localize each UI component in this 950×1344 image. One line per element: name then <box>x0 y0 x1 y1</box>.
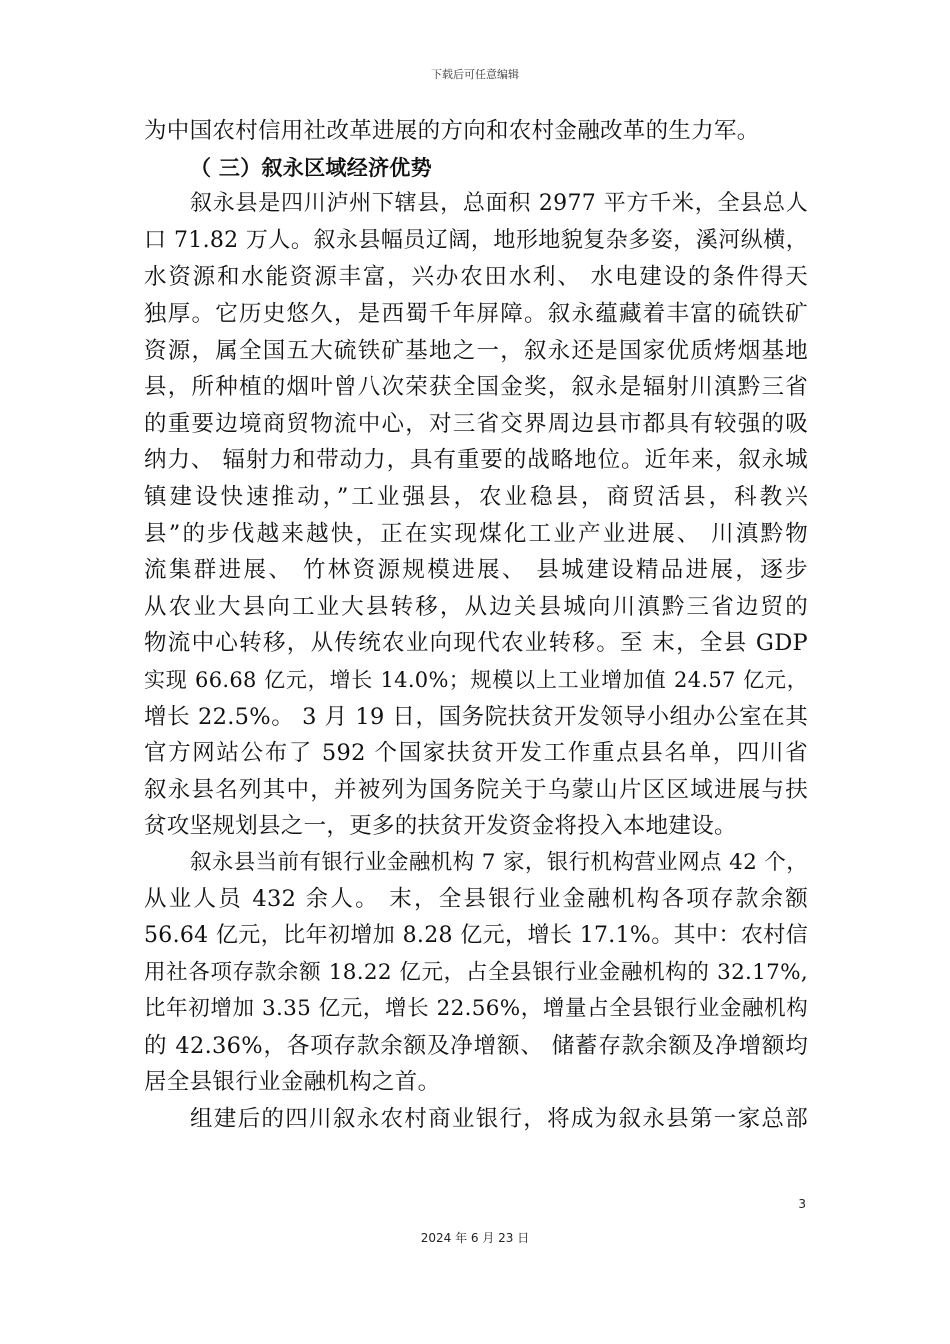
page-header: 下载后可任意编辑 <box>431 68 519 81</box>
page-footer-date: 2024 年 6 月 23 日 <box>420 1231 530 1245</box>
text-line: 组建后的四川叙永农村商业银行，将成为叙永县第一家总部 <box>190 1106 808 1133</box>
text-line: 物流中心转移，从传统农业向现代农业转移。至 末，全县 GDP <box>144 630 808 657</box>
text-line: 为中国农村信用社改革进展的方向和农村金融改革的生力军。 <box>144 118 760 144</box>
text-line: 叙永县当前有银行业金融机构 7 家，银行机构营业网点 42 个， <box>190 849 808 875</box>
text-line: 流集群进展、 竹林资源规模进展、 县城建设精品进展，逐步 <box>144 557 808 584</box>
text-line: 用社各项存款余额 18.22 亿元，占全县银行业金融机构的 32.17%, <box>144 959 808 985</box>
text-line: 从农业大县向工业大县转移，从边关县城向川滇黔三省边贸的 <box>144 593 808 620</box>
text-line: 的重要边境商贸物流中心，对三省交界周边县市都具有较强的吸 <box>144 410 808 437</box>
text-line: 独厚。它历史悠久，是西蜀千年屏障。叙永蕴藏着丰富的硫铁矿 <box>144 300 808 327</box>
text-line: 贫攻坚规划县之一，更多的扶贫开发资金将投入本地建设。 <box>144 813 737 840</box>
section-heading: （ 三）叙永区域经济优势 <box>190 155 432 180</box>
text-line: 资源，属全国五大硫铁矿基地之一，叙永还是国家优质烤烟基地 <box>144 337 808 364</box>
text-line: 56.64 亿元，比年初增加 8.28 亿元，增长 17.1%。其中：农村信 <box>144 923 808 949</box>
text-line: 从业人员 432 余人。 末，全县银行业金融机构各项存款余额 <box>144 886 808 913</box>
page-number: 3 <box>798 1197 806 1211</box>
text-line: 县，所种植的烟叶曾八次荣获全国金奖，叙永是辐射川滇黔三省 <box>144 374 808 401</box>
text-line: 增长 22.5%。 3 月 19 日，国务院扶贫开发领导小组办公室在其 <box>144 703 808 730</box>
text-line: 镇建设快速推动，”工业强县，农业稳县，商贸活县，科教兴 <box>144 483 808 510</box>
text-line: 口 71.82 万人。叙永县幅员辽阔，地形地貌复杂多姿，溪河纵横， <box>144 227 808 253</box>
text-line: 实现 66.68 亿元，增长 14.0%；规模以上工业增加值 24.57 亿元， <box>144 667 808 692</box>
text-line: 比年初增加 3.35 亿元，增长 22.56%，增量占全县银行业金融机构 <box>144 996 808 1022</box>
document-body <box>144 113 808 1138</box>
text-line: 叙永县名列其中，并被列为国务院关于乌蒙山片区区域进展与扶 <box>144 776 808 803</box>
text-line: 县”的步伐越来越快，正在实现煤化工业产业进展、 川滇黔物 <box>144 520 808 547</box>
text-line: 的 42.36%，各项存款余额及净增额、 储蓄存款余额及净增额均 <box>144 1032 808 1059</box>
text-line: 纳力、 辐射力和带动力，具有重要的战略地位。近年来，叙永城 <box>144 447 808 474</box>
text-line: 官方网站公布了 592 个国家扶贫开发工作重点县名单，四川省 <box>144 740 808 767</box>
text-line: 居全县银行业金融机构之首。 <box>144 1069 441 1096</box>
text-line: 水资源和水能资源丰富，兴办农田水利、 水电建设的条件得天 <box>144 264 808 291</box>
text-line: 叙永县是四川泸州下辖县，总面积 2977 平方千米，全县总人 <box>190 191 808 217</box>
